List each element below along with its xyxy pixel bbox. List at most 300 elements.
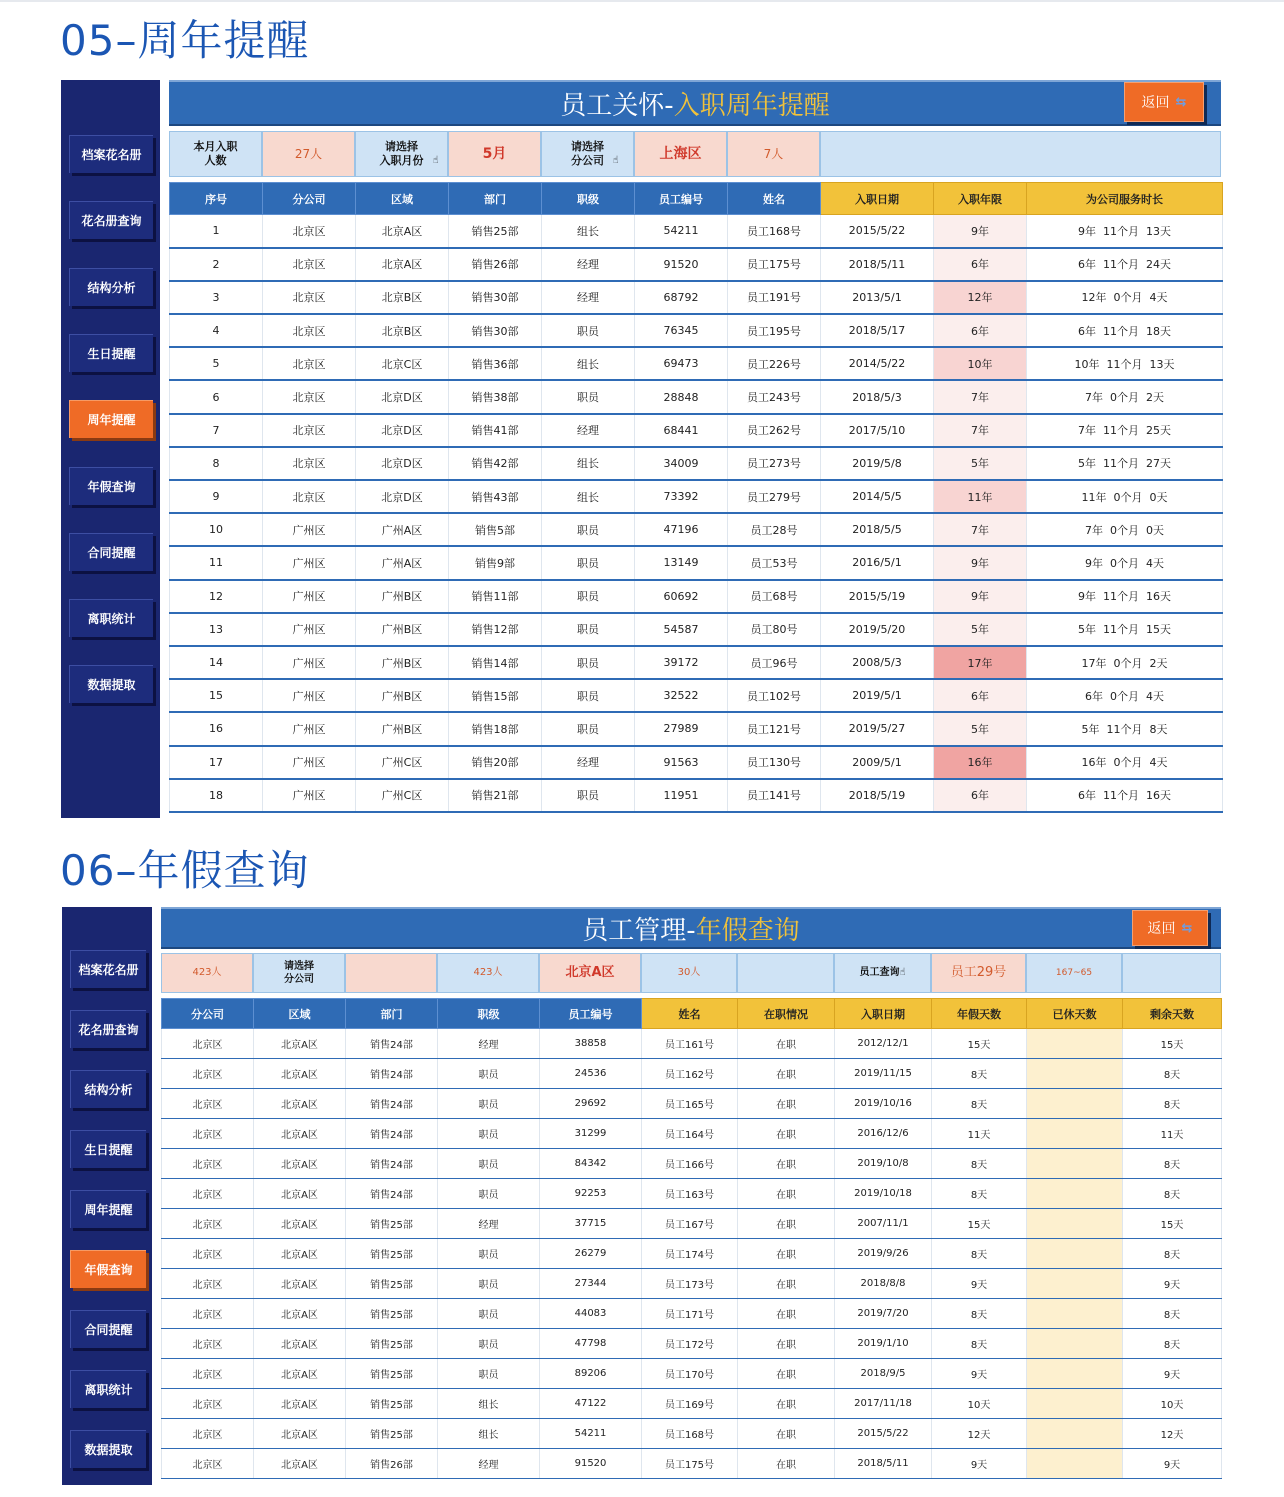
nav-button-4[interactable]: 生日提醒 (70, 1130, 146, 1168)
table-row (162, 1239, 1222, 1269)
table-cell: 5年 (934, 712, 1027, 745)
area-count-value: 30人 (641, 953, 737, 993)
table-cell: 2019/10/18 (835, 1179, 932, 1209)
table-row (162, 1449, 1222, 1479)
table-cell: 54211 (540, 1419, 642, 1449)
table-cell: 60692 (635, 580, 728, 613)
table-cell: 北京A区 (254, 1269, 346, 1299)
table-cell: 27989 (635, 712, 728, 745)
column-header: 在职情况 (738, 999, 835, 1029)
table-cell: 员工273号 (728, 447, 821, 480)
table-cell: 职员 (438, 1179, 540, 1209)
table-cell: 9天 (1123, 1359, 1222, 1389)
table-cell: 员工28号 (728, 513, 821, 546)
table-cell: 销售26部 (346, 1449, 438, 1479)
branch-select-label: 请选择 分公司 ☝ (541, 131, 634, 177)
table-cell: 5年 (934, 613, 1027, 646)
table-cell: 北京区 (162, 1089, 254, 1119)
table-cell: 在职 (738, 1359, 835, 1389)
table-cell: 北京A区 (254, 1359, 346, 1389)
table-cell[interactable] (1027, 1419, 1123, 1449)
table-cell: 5 (170, 347, 263, 380)
table-cell: 北京区 (263, 480, 356, 513)
table-cell: 2015/5/22 (835, 1419, 932, 1449)
back-button[interactable] (1124, 82, 1204, 122)
table-cell: 员工173号 (642, 1269, 738, 1299)
nav-button-4[interactable]: 生日提醒 (69, 334, 153, 372)
table-cell: 北京区 (263, 347, 356, 380)
table-cell[interactable] (1027, 1059, 1123, 1089)
month-count-label: 本月入职 人数 (169, 131, 262, 177)
table-cell: 销售25部 (346, 1389, 438, 1419)
nav-button-8[interactable]: 离职统计 (69, 599, 153, 637)
table-cell: 2015/5/19 (821, 580, 934, 613)
table-cell: 员工165号 (642, 1089, 738, 1119)
table-row (162, 1419, 1222, 1449)
area-select-dropdown[interactable]: 北京A区 (539, 953, 641, 993)
table-cell: 销售14部 (449, 646, 542, 679)
table-cell: 6年 11个月 16天 (1027, 779, 1223, 812)
nav-button-3[interactable]: 结构分析 (70, 1070, 146, 1108)
nav-button-2[interactable]: 花名册查询 (69, 201, 153, 239)
table-cell: 广州区 (263, 613, 356, 646)
nav-button-2[interactable]: 花名册查询 (70, 1010, 146, 1048)
table-row (162, 1059, 1222, 1089)
table-cell: 在职 (738, 1149, 835, 1179)
table-cell: 31299 (540, 1119, 642, 1149)
table-cell: 北京B区 (356, 314, 449, 347)
table-cell: 32522 (635, 679, 728, 712)
table-cell: 组长 (542, 215, 635, 248)
table-cell: 组长 (438, 1419, 540, 1449)
table-cell: 15天 (932, 1029, 1027, 1059)
table-cell: 员工195号 (728, 314, 821, 347)
table-cell: 广州区 (263, 712, 356, 745)
column-header: 员工编号 (540, 999, 642, 1029)
table-cell: 北京区 (162, 1419, 254, 1449)
table-row (162, 1389, 1222, 1419)
table-cell: 员工243号 (728, 380, 821, 413)
sidebar-nav (61, 80, 160, 818)
table-cell: 9年 (934, 546, 1027, 579)
nav-button-6[interactable]: 年假查询 (70, 1250, 146, 1288)
table-cell: 广州区 (263, 679, 356, 712)
table-cell[interactable] (1027, 1239, 1123, 1269)
table-cell: 47196 (635, 513, 728, 546)
table-cell: 销售18部 (449, 712, 542, 745)
nav-button-8[interactable]: 离职统计 (70, 1370, 146, 1408)
table-cell: 54211 (635, 215, 728, 248)
table-cell: 职员 (542, 546, 635, 579)
table-cell: 北京区 (263, 380, 356, 413)
table-cell: 7年 11个月 25天 (1027, 414, 1223, 447)
table-cell: 2014/5/5 (821, 480, 934, 513)
table-cell: 在职 (738, 1419, 835, 1449)
table-cell: 9年 11个月 16天 (1027, 580, 1223, 613)
swap-arrows-icon: ⇆ (1181, 920, 1193, 936)
table-cell: 2014/5/22 (821, 347, 934, 380)
table-cell: 11天 (932, 1119, 1027, 1149)
table-cell: 39172 (635, 646, 728, 679)
table-cell: 销售24部 (346, 1119, 438, 1149)
table-cell: 职员 (438, 1269, 540, 1299)
table-cell: 2018/5/17 (821, 314, 934, 347)
table-cell: 47798 (540, 1329, 642, 1359)
table-cell: 8天 (1123, 1329, 1222, 1359)
table-cell: 北京区 (263, 281, 356, 314)
table-cell: 15 (170, 679, 263, 712)
table-cell: 3 (170, 281, 263, 314)
table-cell: 2019/5/1 (821, 679, 934, 712)
back-label: 返回 (1141, 95, 1170, 111)
table-row (162, 1209, 1222, 1239)
swap-arrows-icon: ⇆ (1175, 94, 1187, 110)
table-cell: 12年 0个月 4天 (1027, 281, 1223, 314)
column-header: 姓名 (728, 183, 821, 215)
table-cell: 员工168号 (642, 1419, 738, 1449)
column-header: 员工编号 (635, 183, 728, 215)
table-cell: 7 (170, 414, 263, 447)
table-cell[interactable] (1027, 1029, 1123, 1059)
table-cell: 销售25部 (346, 1299, 438, 1329)
table-cell: 广州区 (263, 779, 356, 812)
column-header: 区域 (254, 999, 346, 1029)
table-cell[interactable] (1027, 1359, 1123, 1389)
table-cell: 职员 (542, 679, 635, 712)
month-count-value: 27人 (262, 131, 355, 177)
table-cell: 2019/5/27 (821, 712, 934, 745)
column-header: 分公司 (162, 999, 254, 1029)
table-row (162, 1269, 1222, 1299)
table-cell: 在职 (738, 1329, 835, 1359)
table-cell: 销售25部 (346, 1329, 438, 1359)
table-cell: 8天 (1123, 1179, 1222, 1209)
table-row (170, 447, 1223, 480)
column-header: 为公司服务时长 (1027, 183, 1223, 215)
table-row (170, 380, 1223, 413)
table-cell: 8 (170, 447, 263, 480)
table-cell: 销售26部 (449, 248, 542, 281)
anniversary-table (169, 182, 1223, 813)
table-cell: 8天 (1123, 1239, 1222, 1269)
table-cell: 员工172号 (642, 1329, 738, 1359)
table-cell: 15天 (1123, 1209, 1222, 1239)
table-cell: 2019/5/8 (821, 447, 934, 480)
table-cell: 12天 (932, 1419, 1027, 1449)
table-cell: 经理 (542, 281, 635, 314)
column-header: 序号 (170, 183, 263, 215)
table-cell: 销售24部 (346, 1089, 438, 1119)
table-cell: 北京区 (263, 314, 356, 347)
table-cell: 北京区 (162, 1059, 254, 1089)
table-cell: 1 (170, 215, 263, 248)
table-cell: 员工96号 (728, 646, 821, 679)
table-cell: 销售24部 (346, 1149, 438, 1179)
table-cell: 员工164号 (642, 1119, 738, 1149)
table-cell: 组长 (542, 480, 635, 513)
table-cell: 北京A区 (254, 1149, 346, 1179)
table-cell: 在职 (738, 1179, 835, 1209)
table-cell: 职员 (438, 1119, 540, 1149)
employee-query-label-text: 员工查询 (859, 967, 900, 978)
table-row (162, 1359, 1222, 1389)
table-cell: 北京D区 (356, 447, 449, 480)
table-cell: 7年 0个月 2天 (1027, 380, 1223, 413)
table-cell: 北京区 (263, 414, 356, 447)
branch-select-dropdown[interactable] (345, 953, 437, 993)
table-cell: 广州A区 (356, 546, 449, 579)
table-cell: 广州B区 (356, 712, 449, 745)
table-cell[interactable] (1027, 1179, 1123, 1209)
nav-button-6[interactable]: 年假查询 (69, 467, 153, 505)
table-cell: 北京A区 (254, 1179, 346, 1209)
table-cell: 北京A区 (254, 1209, 346, 1239)
table-cell: 员工279号 (728, 480, 821, 513)
table-cell: 北京A区 (356, 215, 449, 248)
table-row (170, 248, 1223, 281)
nav-button-1[interactable]: 档案花名册 (69, 135, 153, 173)
table-cell: 14 (170, 646, 263, 679)
table-cell: 销售41部 (449, 414, 542, 447)
month-select-dropdown[interactable]: 5月 (448, 131, 541, 177)
employee-query-label (834, 953, 931, 993)
table-cell: 经理 (438, 1449, 540, 1479)
table-cell: 广州区 (263, 513, 356, 546)
table-cell[interactable] (1027, 1089, 1123, 1119)
table-cell: 2018/5/5 (821, 513, 934, 546)
nav-button-5[interactable]: 周年提醒 (70, 1190, 146, 1228)
filter-empty (820, 131, 1221, 177)
table-cell: 销售12部 (449, 613, 542, 646)
table-cell: 销售36部 (449, 347, 542, 380)
table-cell: 11年 (934, 480, 1027, 513)
table-cell: 北京区 (162, 1239, 254, 1269)
table-cell: 销售25部 (346, 1209, 438, 1239)
table-cell: 广州B区 (356, 679, 449, 712)
table-cell: 24536 (540, 1059, 642, 1089)
filter-bar (169, 131, 1221, 177)
table-cell: 北京区 (162, 1449, 254, 1479)
table-cell: 8天 (1123, 1059, 1222, 1089)
table-cell: 员工169号 (642, 1389, 738, 1419)
table-cell: 北京区 (162, 1299, 254, 1329)
table-cell: 北京A区 (254, 1329, 346, 1359)
table-cell: 8天 (932, 1329, 1027, 1359)
table-cell: 职员 (542, 613, 635, 646)
table-cell: 北京区 (162, 1029, 254, 1059)
table-cell: 11年 0个月 0天 (1027, 480, 1223, 513)
table-cell: 89206 (540, 1359, 642, 1389)
table-cell: 12天 (1123, 1419, 1222, 1449)
table-cell: 职员 (542, 580, 635, 613)
table-cell: 员工226号 (728, 347, 821, 380)
table-cell: 91520 (540, 1449, 642, 1479)
table-cell: 广州区 (263, 546, 356, 579)
table-cell: 销售20部 (449, 746, 542, 779)
table-cell: 13149 (635, 546, 728, 579)
table-cell: 34009 (635, 447, 728, 480)
table-cell: 6年 (934, 248, 1027, 281)
table-cell: 8天 (1123, 1299, 1222, 1329)
back-button[interactable] (1132, 910, 1208, 946)
table-cell: 9天 (932, 1269, 1027, 1299)
table-row (170, 281, 1223, 314)
table-cell: 15天 (932, 1209, 1027, 1239)
table-cell: 54587 (635, 613, 728, 646)
table-cell: 6年 0个月 4天 (1027, 679, 1223, 712)
nav-button-5[interactable]: 周年提醒 (69, 400, 153, 438)
nav-button-1[interactable]: 档案花名册 (70, 950, 146, 988)
nav-button-9[interactable]: 数据提取 (69, 665, 153, 703)
table-cell: 9天 (1123, 1449, 1222, 1479)
table-cell: 2018/5/11 (821, 248, 934, 281)
nav-button-7[interactable]: 合同提醒 (69, 533, 153, 571)
table-cell: 9年 (934, 215, 1027, 248)
table-cell: 销售25部 (346, 1269, 438, 1299)
table-cell: 北京B区 (356, 281, 449, 314)
branch-total-value: 423人 (437, 953, 539, 993)
filter-bar (161, 953, 1221, 993)
table-cell: 在职 (738, 1449, 835, 1479)
table-cell: 北京A区 (356, 248, 449, 281)
table-cell: 员工174号 (642, 1239, 738, 1269)
table-cell: 员工168号 (728, 215, 821, 248)
table-cell: 员工80号 (728, 613, 821, 646)
table-cell: 员工166号 (642, 1149, 738, 1179)
header-title: 员工关怀- (560, 90, 674, 121)
table-cell: 91520 (635, 248, 728, 281)
nav-button-3[interactable]: 结构分析 (69, 268, 153, 306)
table-cell: 员工68号 (728, 580, 821, 613)
table-cell[interactable] (1027, 1329, 1123, 1359)
table-cell: 91563 (635, 746, 728, 779)
table-cell[interactable] (1027, 1209, 1123, 1239)
table-cell: 北京A区 (254, 1119, 346, 1149)
back-label: 返回 (1147, 921, 1176, 937)
table-cell: 9 (170, 480, 263, 513)
page-header (169, 80, 1221, 126)
nav-button-9[interactable]: 数据提取 (70, 1430, 146, 1468)
table-cell: 47122 (540, 1389, 642, 1419)
table-cell: 经理 (542, 414, 635, 447)
section-title-leave: 06–年假查询 (60, 846, 310, 895)
table-cell: 6年 (934, 679, 1027, 712)
table-row (162, 1149, 1222, 1179)
table-cell: 销售43部 (449, 480, 542, 513)
branch-select-dropdown[interactable]: 上海区 (634, 131, 727, 177)
column-header: 入职年限 (934, 183, 1027, 215)
table-cell: 职员 (542, 314, 635, 347)
table-row (162, 1119, 1222, 1149)
table-cell: 2019/1/10 (835, 1329, 932, 1359)
table-cell: 组长 (542, 447, 635, 480)
table-cell: 2019/7/20 (835, 1299, 932, 1329)
table-row (170, 746, 1223, 779)
column-header: 年假天数 (932, 999, 1027, 1029)
table-cell[interactable] (1027, 1389, 1123, 1419)
table-cell: 9年 11个月 13天 (1027, 215, 1223, 248)
table-cell: 职员 (438, 1299, 540, 1329)
table-cell: 44083 (540, 1299, 642, 1329)
table-cell: 17 (170, 746, 263, 779)
table-cell: 北京区 (162, 1149, 254, 1179)
table-cell: 北京A区 (254, 1239, 346, 1269)
table-cell: 2009/5/1 (821, 746, 934, 779)
table-cell: 员工102号 (728, 679, 821, 712)
table-cell[interactable] (1027, 1449, 1123, 1479)
table-cell: 员工161号 (642, 1029, 738, 1059)
table-cell: 9天 (932, 1359, 1027, 1389)
table-cell: 2019/9/26 (835, 1239, 932, 1269)
table-cell[interactable] (1027, 1119, 1123, 1149)
column-header: 已休天数 (1027, 999, 1123, 1029)
header-title: 员工管理- (582, 915, 696, 946)
table-cell: 员工162号 (642, 1059, 738, 1089)
table-cell: 2019/5/20 (821, 613, 934, 646)
table-cell: 17年 0个月 2天 (1027, 646, 1223, 679)
table-cell: 13 (170, 613, 263, 646)
nav-button-7[interactable]: 合同提醒 (70, 1310, 146, 1348)
table-cell[interactable] (1027, 1299, 1123, 1329)
table-cell: 9天 (1123, 1269, 1222, 1299)
table-cell: 37715 (540, 1209, 642, 1239)
table-cell: 2019/11/15 (835, 1059, 932, 1089)
table-row (170, 480, 1223, 513)
table-cell: 11951 (635, 779, 728, 812)
table-cell: 73392 (635, 480, 728, 513)
table-cell: 5年 (934, 447, 1027, 480)
table-cell: 8天 (1123, 1089, 1222, 1119)
table-cell: 北京区 (162, 1329, 254, 1359)
table-cell: 销售38部 (449, 380, 542, 413)
pointer-icon: ☝ (899, 967, 906, 978)
table-cell: 职员 (542, 380, 635, 413)
header-title-accent: 年假查询 (695, 915, 800, 946)
column-header: 职级 (542, 183, 635, 215)
table-row (162, 1179, 1222, 1209)
table-cell[interactable] (1027, 1269, 1123, 1299)
table-cell: 26279 (540, 1239, 642, 1269)
table-cell: 29692 (540, 1089, 642, 1119)
table-cell: 5年 11个月 27天 (1027, 447, 1223, 480)
table-row (162, 1299, 1222, 1329)
table-cell: 2019/10/16 (835, 1089, 932, 1119)
table-cell: 员工53号 (728, 546, 821, 579)
table-cell: 广州C区 (356, 779, 449, 812)
table-cell: 员工191号 (728, 281, 821, 314)
table-cell: 18 (170, 779, 263, 812)
table-cell: 销售5部 (449, 513, 542, 546)
table-cell[interactable] (1027, 1149, 1123, 1179)
table-cell: 8天 (932, 1239, 1027, 1269)
table-cell: 北京D区 (356, 414, 449, 447)
table-row (162, 1029, 1222, 1059)
table-cell: 北京A区 (254, 1029, 346, 1059)
table-cell: 北京A区 (254, 1299, 346, 1329)
table-cell: 员工170号 (642, 1359, 738, 1389)
table-cell: 2012/12/1 (835, 1029, 932, 1059)
month-select-label-text: 请选择 入职月份 (379, 140, 424, 167)
table-cell: 销售21部 (449, 779, 542, 812)
table-cell: 16 (170, 712, 263, 745)
employee-select-dropdown[interactable]: 员工29号 (931, 953, 1026, 993)
table-cell: 组长 (542, 347, 635, 380)
table-cell: 经理 (542, 248, 635, 281)
table-cell: 北京A区 (254, 1059, 346, 1089)
table-cell: 92253 (540, 1179, 642, 1209)
table-row (170, 580, 1223, 613)
table-row (170, 546, 1223, 579)
